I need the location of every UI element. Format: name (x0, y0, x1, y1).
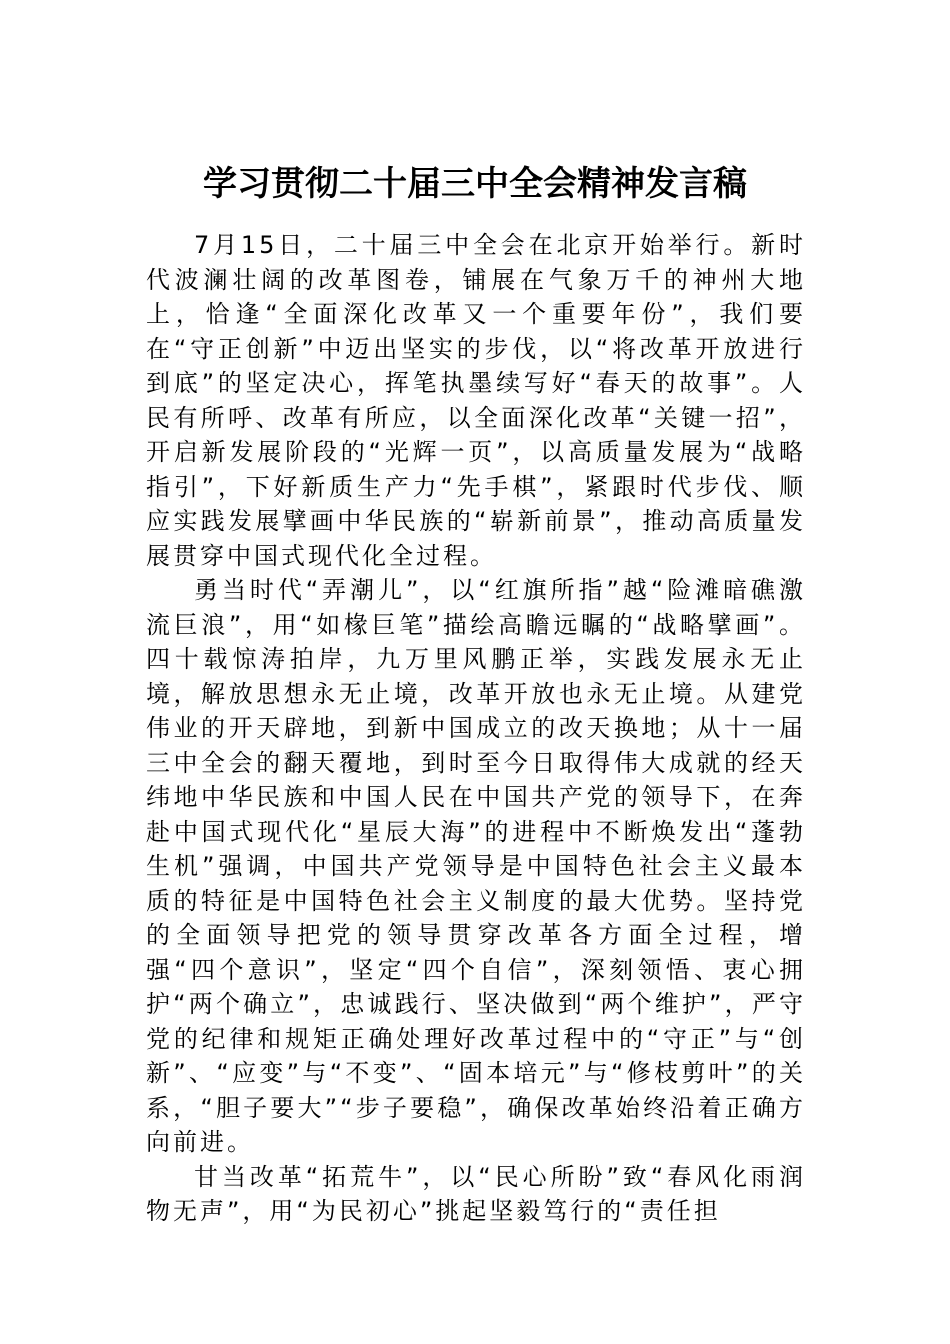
paragraph-3: 甘当改革“拓荒牛”，以“民心所盼”致“春风化雨润物无声”，用“为民初心”挑起坚毅笃行的“责任担 (146, 1162, 806, 1225)
paragraph-2: 勇当时代“弄潮儿”，以“红旗所指”越“险滩暗礁激流巨浪”，用“如椽巨笔”描绘高瞻远瞩的“战略擘画”。四十载惊涛拍岸，九万里风鹏正举，实践发展永无止境，解放思想永无止境，改革开放也永无止境。从建党伟业的开天辟地，到新中国成立的改天换地；从十一届三中全会的翻天覆地，到时至今日取得伟大成就的经天纬地中华民族和中国人民在中国共产党的领导下，在奔赴中国式现代化“星辰大海”的进程中不断焕发出“蓬勃生机”强调，中国共产党领导是中国特色社会主义最本质的特征是中国特色社会主义制度的最大优势。坚持党的全面领导把党的领导贯穿改革各方面全过程，增强“四个意识”，坚定“四个自信”，深刻领悟、衷心拥护“两个确立”，忠诚践行、坚决做到“两个维护”，严守党的纪律和规矩正确处理好改革过程中的“守正”与“创新”、“应变”与“不变”、“固本培元”与“修枝剪叶”的关系，“胆子要大”“步子要稳”，确保改革始终沿着正确方向前进。 (146, 576, 806, 1156)
document-title: 学习贯彻二十届三中全会精神发言稿 (203, 164, 747, 204)
paragraph-1: 7月15日，二十届三中全会在北京开始举行。新时代波澜壮阔的改革图卷，铺展在气象万千的神州大地上，恰逢“全面深化改革又一个重要年份”，我们要在“守正创新”中迈出坚实的步伐，以“将改革开放进行到底”的坚定决心，挥笔执墨续写好“春天的故事”。人民有所呼、改革有所应，以全面深化改革“关键一招”，开启新发展阶段的“光辉一页”，以高质量发展为“战略指引”，下好新质生产力“先手棋”，紧跟时代步伐、顺应实践发展擘画中华民族的“崭新前景”，推动高质量发展贯穿中国式现代化全过程。 (146, 231, 806, 570)
document-body (146, 228, 806, 1229)
